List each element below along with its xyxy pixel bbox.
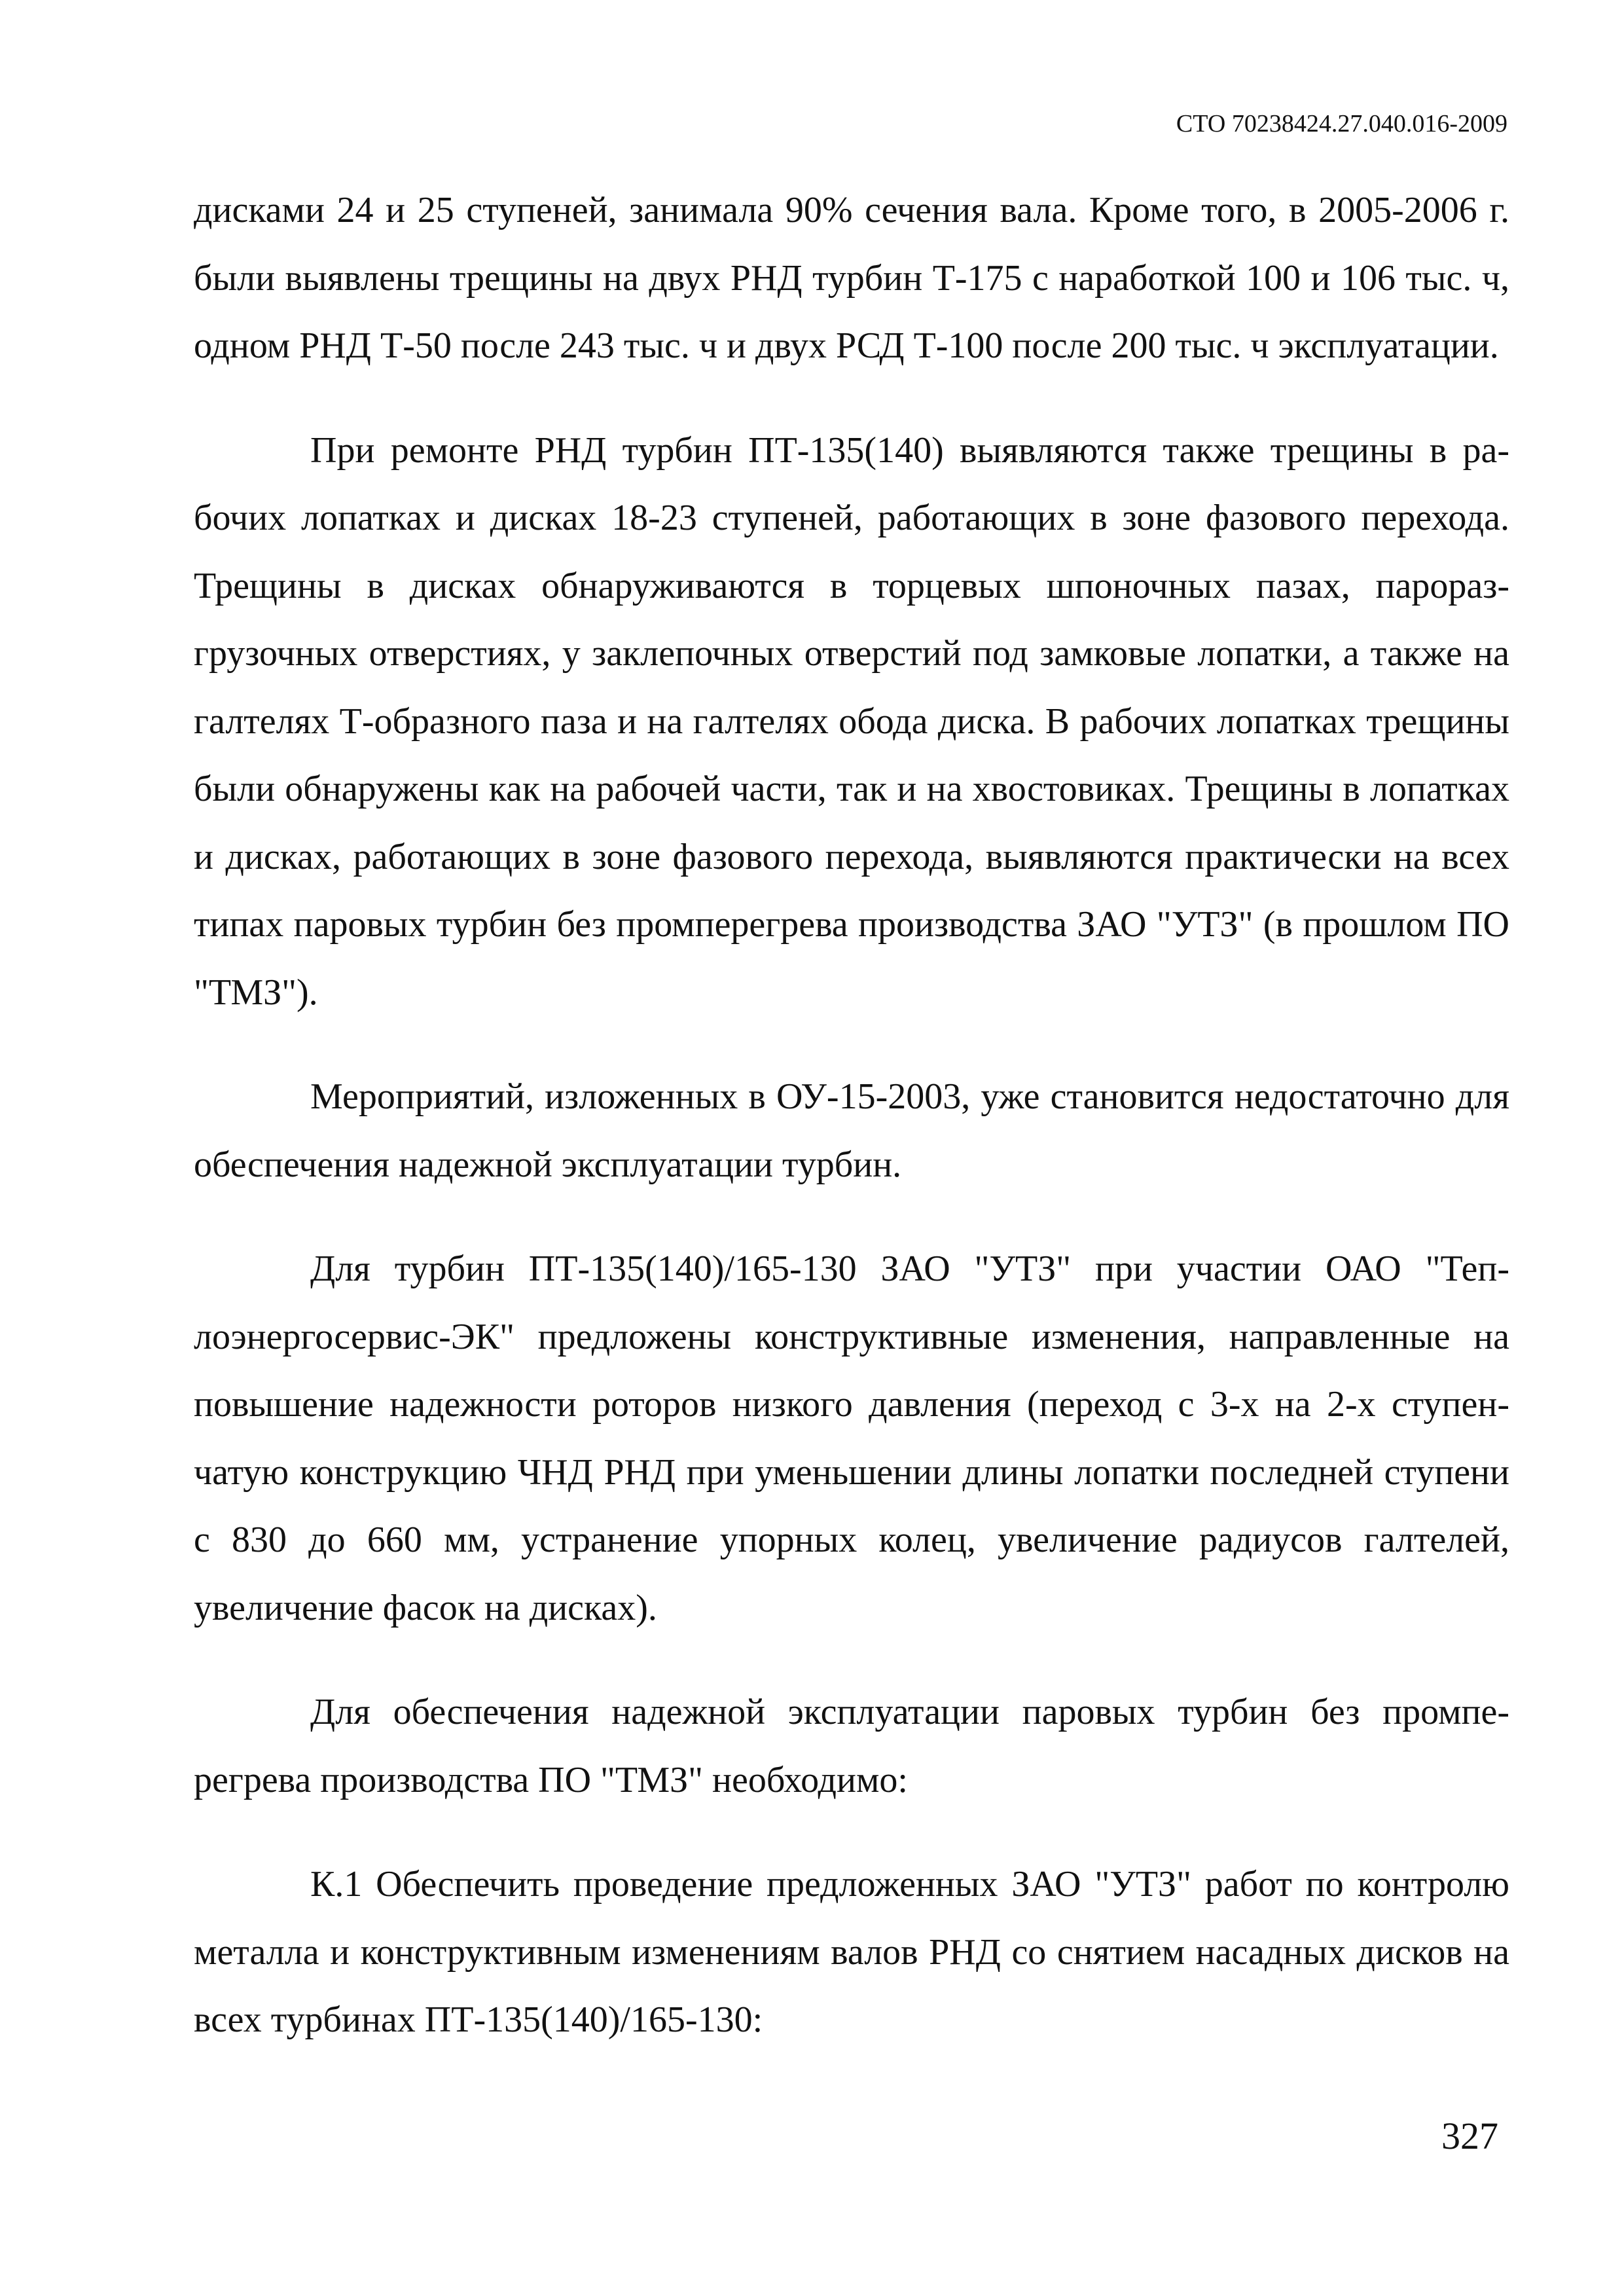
paragraph-continuation: дисками 24 и 25 ступеней, занимала 90% сечения вала. Кроме того, в 2005-2006 г. были выявлены трещины на двух РНД турбин Т-175 с наработкой 100 и 106 тыс. ч, одном РНД Т-50 после 243 тыс. ч и двух РСД Т-100 после 200 тыс. ч эксплуатации. [194, 190, 1509, 366]
paragraph-measures-insufficient: Мероприятий, изложенных в ОУ-15-2003, уже становится недостаточно для обеспечения надежной эксплуатации турбин. [194, 1076, 1509, 1185]
paragraph-design-changes: Для турбин ПТ-135(140)/165-130 ЗАО "УТЗ" при участии ОАО "Теплоэнергосервис-ЭК" предложены конструктивные изменения, направленные на повышение надежности роторов низкого давления (переход с 3-х на 2-х ступенчатую конструкцию ЧНД РНД при уменьшении длины лопатки последней ступени с 830 до 660 мм, устранение упорных колец, увеличение радиусов галтелей, увеличение фасок на дисках). [194, 1248, 1509, 1628]
paragraph-repair-cracks: При ремонте РНД турбин ПТ-135(140) выявляются также трещины в рабочих лопатках и дисках 18-23 ступеней, работающих в зоне фазового перехода. Трещины в дисках обнаруживаются в торцевых шпоночных пазах, пароразгрузочных отверстиях, у заклепочных отверстий под замковые лопатки, а также на галтелях Т-образного паза и на галтелях обода диска. В рабочих лопатках трещины были обнаружены как на рабочей части, так и на хвостовиках. Трещины в лопатках и дисках, работающих в зоне фазового перехода, выявляются практически на всех типах паровых турбин без промперегрева производства ЗАО "УТЗ" (в прошлом ПО "ТМЗ"). [194, 429, 1509, 1013]
paragraph-item-k1: К.1 Обеспечить проведение предложенных ЗАО "УТЗ" работ по контролю металла и конструктивным изменениям валов РНД со снятием насадных дисков на всех турбинах ПТ-135(140)/165-130: [194, 1864, 1509, 2040]
document-body [194, 177, 1509, 2091]
page-number: 327 [1441, 2115, 1498, 2157]
document-code-header: СТО 70238424.27.040.016-2009 [1176, 110, 1507, 137]
paragraph-requirements-intro: Для обеспечения надежной эксплуатации паровых турбин без промперегрева производства ПО "ТМЗ" необходимо: [194, 1692, 1509, 1800]
